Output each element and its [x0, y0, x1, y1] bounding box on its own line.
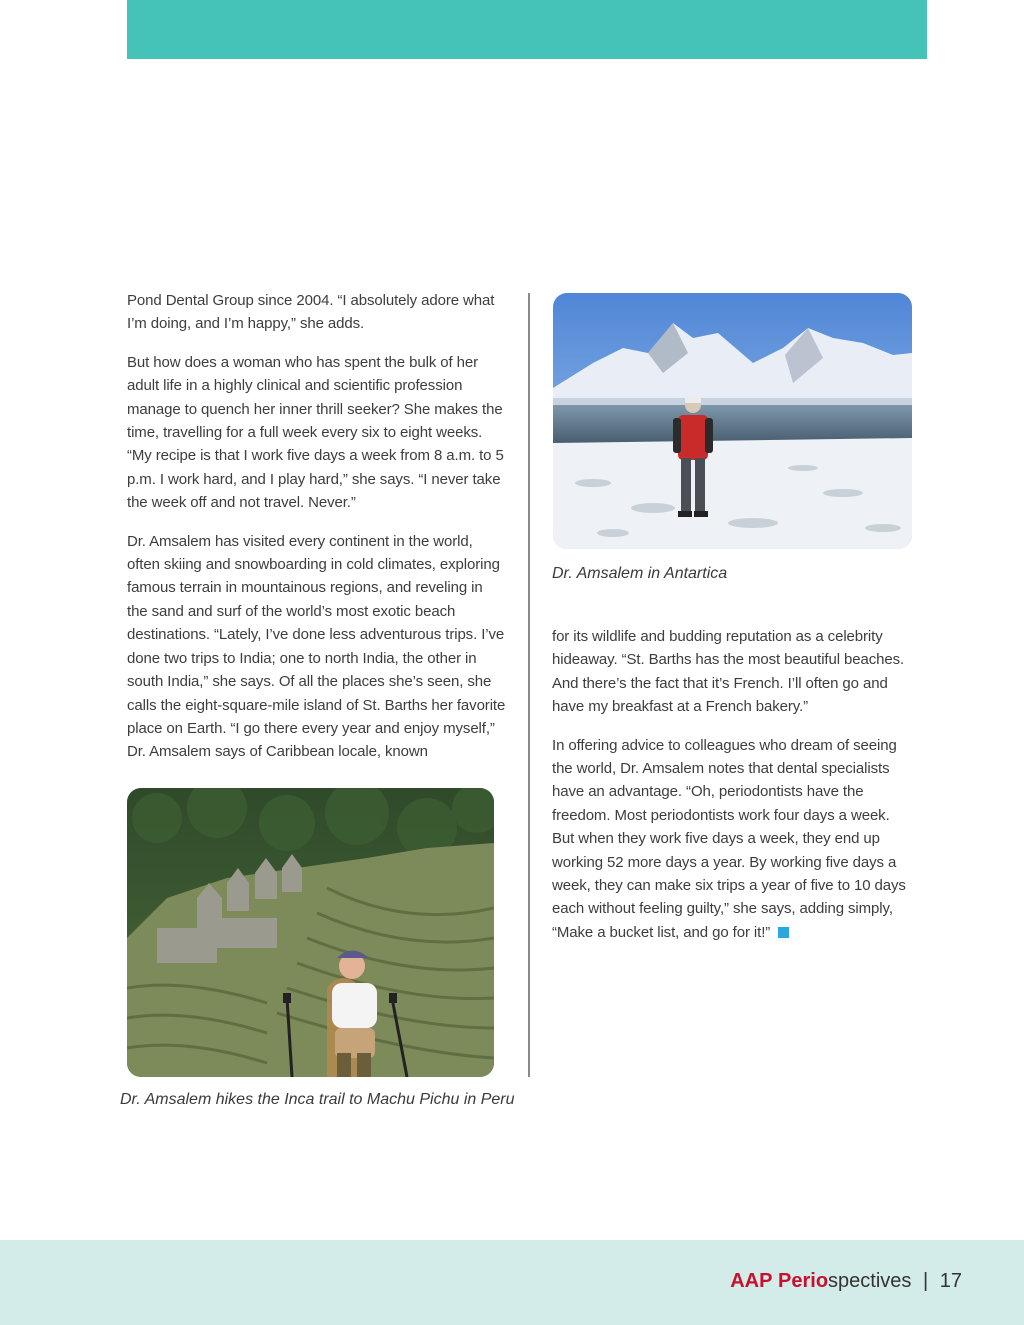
body-paragraph-text: In offering advice to colleagues who dream of seeing the world, Dr. Amsalem notes that dental specialists have an advantage. “Oh, periodontists have the freedom. Most periodontists work four days a week. But when they work five days a week, they end up working 52 more days a year. By working five days a week, they can make six trips a year of five to 10 days each without feeling guilty,” she says, adding simply, “Make a bucket list, and go for it!” — [552, 736, 906, 941]
column-divider — [528, 293, 530, 1077]
body-paragraph: But how does a woman who has spent the bulk of her adult life in a highly clinical and scientific profession manage to quench her inner thrill seeker? She makes the time, travelling for a full week every six to eight weeks. “My recipe is that I work five days a week from 8 a.m. to 5 p.m. I work hard, and I play hard,” she says. “I never take the week off and not travel. Never.” — [127, 353, 504, 512]
body-paragraph — [552, 734, 914, 945]
body-paragraph: for its wildlife and budding reputation as a celebrity hideaway. “St. Barths has the most beautiful beaches. And there’s the fact that it’s French. I’ll often go and have my breakfast at a French bakery.” — [552, 628, 905, 716]
body-paragraph: Dr. Amsalem has visited every continent in the world, often skiing and snowboarding in cold climates, exploring famous terrain in mountainous regions, and reveling in the sand and surf of the world’s most exotic beach destinations. “Lately, I’ve done less adventurous trips. I’ve done two trips to India; one to north India, the other in south India,” she says. Of all the places she’s seen, she calls the eight-square-mile island of St. Barths her favorite place on Earth. “I go there every year and enjoy myself,” Dr. Amsalem says of Caribbean locale, known — [127, 532, 506, 761]
antarctica-caption: Dr. Amsalem in Antartica — [552, 565, 728, 582]
footer-separator: | — [922, 1270, 929, 1292]
right-column — [552, 625, 914, 959]
brand-spectives: spectives — [828, 1270, 912, 1292]
brand-aap: AAP — [730, 1270, 773, 1292]
left-column — [127, 289, 507, 779]
brand-perio: Perio — [778, 1270, 829, 1292]
peru-caption: Dr. Amsalem hikes the Inca trail to Machu Pichu in Peru — [120, 1091, 515, 1108]
header-color-band — [127, 0, 927, 59]
article-end-mark — [778, 927, 789, 938]
body-paragraph: Pond Dental Group since 2004. “I absolutely adore what I’m doing, and I’m happy,” she adds. — [127, 292, 495, 333]
footer-brand — [730, 1270, 962, 1293]
antarctica-photo — [553, 293, 912, 549]
page-number: 17 — [939, 1270, 962, 1292]
peru-photo — [127, 788, 494, 1077]
